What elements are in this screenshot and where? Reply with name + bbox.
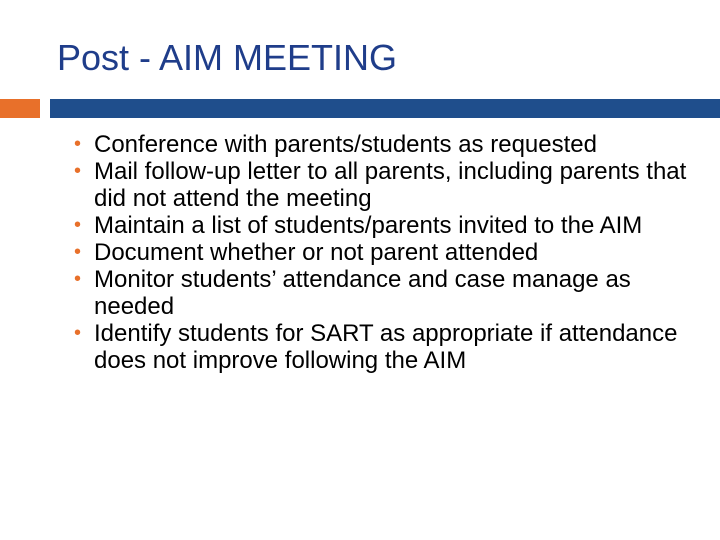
bullet-icon: •	[74, 268, 82, 290]
bullet-item	[74, 212, 694, 239]
title-rule-accent	[0, 99, 40, 118]
bullet-item	[74, 158, 694, 212]
bullet-text: Identify students for SART as appropriate if attendance does not improve following the AIM	[94, 320, 678, 374]
bullet-icon: •	[74, 241, 82, 263]
slide-title: Post - AIM MEETING	[57, 37, 398, 78]
bullet-icon: •	[74, 133, 82, 155]
bullet-item	[74, 266, 694, 320]
bullet-text: Monitor students’ attendance and case manage as needed	[94, 266, 631, 320]
bullet-text: Conference with parents/students as requested	[94, 131, 597, 158]
bullet-icon: •	[74, 160, 82, 182]
bullet-item	[74, 320, 694, 374]
bullet-text: Document whether or not parent attended	[94, 239, 539, 266]
bullet-icon: •	[74, 214, 82, 236]
bullet-item	[74, 239, 694, 266]
title-rule-bar	[50, 99, 720, 118]
bullet-list	[74, 131, 694, 374]
bullet-icon: •	[74, 322, 82, 344]
bullet-text: Mail follow-up letter to all parents, including parents that did not attend the meeting	[94, 158, 687, 212]
bullet-item	[74, 131, 694, 158]
bullet-text: Maintain a list of students/parents invited to the AIM	[94, 212, 643, 239]
